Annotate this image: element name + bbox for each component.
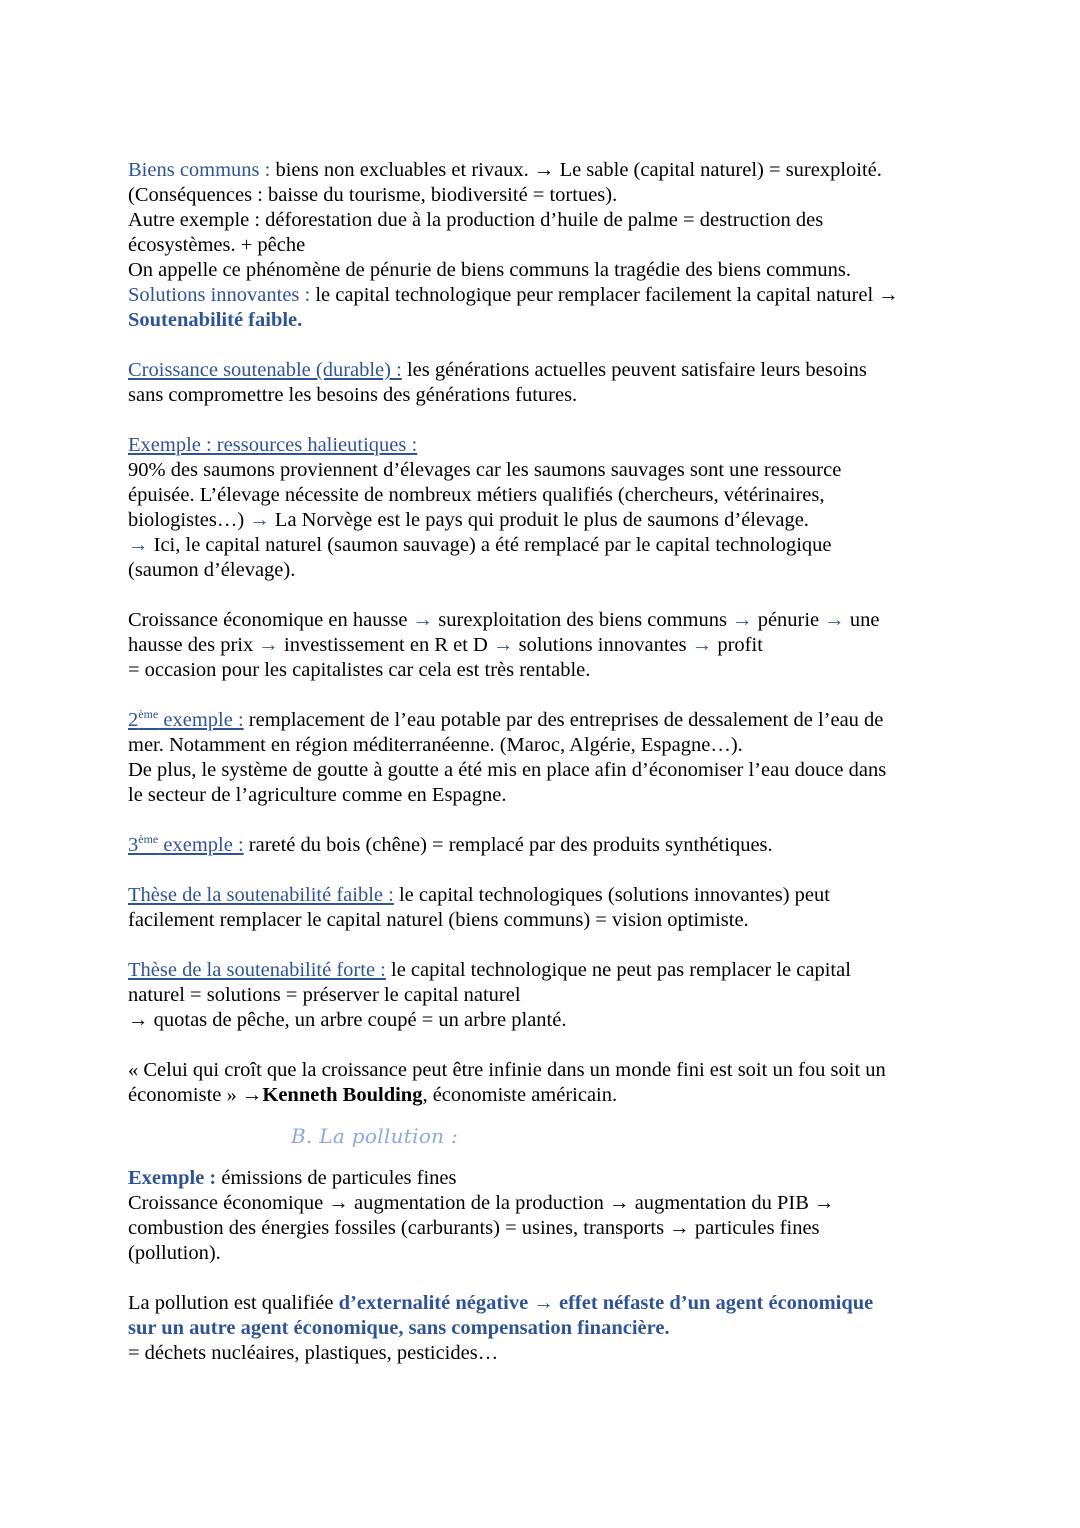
text-line	[128, 508, 948, 533]
arrow-icon: →	[814, 1192, 835, 1214]
label-ressources-halieutiques: Exemple : ressources halieutiques :	[128, 434, 418, 456]
text: Ici, le capital naturel (saumon sauvage) a été remplacé par le capital technologique	[148, 534, 832, 556]
text: le capital technologique peur remplacer facilement la capital naturel	[310, 284, 879, 306]
text: La pollution est qualifiée	[128, 1292, 339, 1314]
paragraph-soutenabilite-faible	[128, 883, 948, 908]
text: surexploitation des biens communs	[433, 609, 733, 631]
text: pénurie	[752, 609, 825, 631]
text: une	[844, 609, 880, 631]
arrow-icon: →	[824, 609, 845, 631]
arrow-icon: →	[533, 1292, 554, 1314]
text: combustion des énergies fossiles (carburants) = usines, transports	[128, 1217, 670, 1239]
quote-line	[128, 1083, 948, 1108]
text-line	[128, 1008, 948, 1033]
label-exemple: Exemple :	[128, 1167, 217, 1189]
text: exemple :	[158, 709, 244, 731]
label-3eme-exemple	[128, 834, 244, 856]
text-line: facilement remplacer le capital naturel (biens communs) = vision optimiste.	[128, 909, 749, 931]
paragraph-solutions-innovantes	[128, 283, 948, 308]
arrow-icon: →	[128, 534, 149, 556]
arrow-icon: →	[609, 1192, 630, 1214]
text-line	[128, 1191, 948, 1216]
label-2eme-exemple	[128, 709, 244, 731]
text: quotas de pêche, un arbre coupé = un arbre planté.	[148, 1009, 567, 1031]
label-soutenabilite-forte: Thèse de la soutenabilité forte :	[128, 959, 386, 981]
arrow-icon: →	[128, 1009, 149, 1031]
paragraph-soutenabilite-forte	[128, 958, 948, 983]
text: 3	[128, 834, 139, 856]
paragraph-externalite	[128, 1291, 948, 1316]
label-croissance-soutenable: Croissance soutenable (durable) :	[128, 359, 402, 381]
soutenabilite-faible-text: Soutenabilité faible.	[128, 309, 303, 331]
text-line: mer. Notamment en région méditerranéenne. (Maroc, Algérie, Espagne…).	[128, 734, 743, 756]
text-line: On appelle ce phénomène de pénurie de biens communs la tragédie des biens communs.	[128, 259, 851, 281]
label-soutenabilite-faible: Thèse de la soutenabilité faible :	[128, 884, 394, 906]
text: La Norvège est le pays qui produit le plus de saumons d’élevage.	[269, 509, 809, 531]
text-line	[128, 633, 948, 658]
text: biologistes…)	[128, 509, 250, 531]
text-line: épuisée. L’élevage nécessite de nombreux métiers qualifiés (chercheurs, vétérinaires,	[128, 484, 825, 506]
text: augmentation de la production	[348, 1192, 610, 1214]
text: les générations actuelles peuvent satisfaire leurs besoins	[401, 359, 867, 381]
definition-text: effet néfaste d’un agent économique	[553, 1292, 874, 1314]
text-line: 90% des saumons proviennent d’élevages car les saumons sauvages sont une ressource	[128, 459, 842, 481]
paragraph-croissance-soutenable	[128, 358, 948, 383]
arrow-icon: →	[691, 634, 713, 656]
text-line: = déchets nucléaires, plastiques, pesticides…	[128, 1342, 499, 1364]
text-line: sans compromettre les besoins des générations futures.	[128, 384, 578, 406]
arrow-icon: →	[241, 1084, 263, 1106]
text: biens non excluables et rivaux.	[270, 159, 534, 181]
section-title-pollution: B. La pollution :	[291, 1124, 459, 1148]
text: exemple :	[158, 834, 244, 856]
text-line: = occasion pour les capitalistes car cela est très rentable.	[128, 659, 591, 681]
arrow-icon: →	[412, 609, 434, 631]
arrow-icon: →	[533, 159, 555, 181]
text-line: (pollution).	[128, 1242, 221, 1264]
text: économiste »	[128, 1084, 242, 1106]
text: remplacement de l’eau potable par des entreprises de dessalement de l’eau de	[243, 709, 884, 731]
text-line	[128, 1216, 948, 1241]
quote-line: « Celui qui croît que la croissance peut être infinie dans un monde fini est soit un fou soit un	[128, 1059, 886, 1081]
text-line: le secteur de l’agriculture comme en Espagne.	[128, 784, 507, 806]
term-externalite-negative: d’externalité négative	[338, 1292, 534, 1314]
text: profit	[712, 634, 763, 656]
label-biens-communs: Biens communs :	[128, 159, 271, 181]
text: hausse des prix	[128, 634, 259, 656]
text: Le sable (capital naturel) = surexploité.	[554, 159, 882, 181]
arrow-icon: →	[878, 284, 899, 306]
text: particules fines	[689, 1217, 820, 1239]
document-body	[128, 158, 948, 1366]
text-line: (saumon d’élevage).	[128, 559, 296, 581]
arrow-icon: →	[669, 1217, 690, 1239]
text: 2	[128, 709, 139, 731]
arrow-icon: →	[258, 634, 279, 656]
arrow-icon: →	[328, 1192, 349, 1214]
text: augmentation du PIB	[629, 1192, 815, 1214]
text: le capital technologique ne peut pas remplacer le capital	[385, 959, 851, 981]
text-line	[128, 608, 948, 633]
quote-author: Kenneth Boulding	[262, 1084, 423, 1106]
text: le capital technologiques (solutions innovantes) peut	[393, 884, 830, 906]
paragraph-exemple-particules	[128, 1166, 948, 1191]
text-line	[128, 533, 948, 558]
paragraph-biens-communs	[128, 158, 948, 183]
text-line: écosystèmes. + pêche	[128, 234, 306, 256]
superscript: ème	[138, 832, 159, 846]
text-line: De plus, le système de goutte à goutte a été mis en place afin d’économiser l’eau douce dans	[128, 759, 887, 781]
text-line: naturel = solutions = préserver le capital naturel	[128, 984, 521, 1006]
arrow-icon: →	[249, 509, 270, 531]
superscript: ème	[138, 707, 159, 721]
paragraph-3eme-exemple	[128, 833, 948, 858]
text: Croissance économique	[128, 1192, 329, 1214]
text: , économiste américain.	[422, 1084, 618, 1106]
label-solutions-innovantes: Solutions innovantes :	[128, 284, 311, 306]
arrow-icon: →	[732, 609, 753, 631]
arrow-icon: →	[492, 634, 514, 656]
paragraph-2eme-exemple	[128, 708, 948, 733]
text: solutions innovantes	[513, 634, 692, 656]
text-line: (Conséquences : baisse du tourisme, biodiversité = tortues).	[128, 184, 618, 206]
text: rareté du bois (chêne) = remplacé par des produits synthétiques.	[243, 834, 773, 856]
definition-text: sur un autre agent économique, sans compensation financière.	[128, 1317, 670, 1339]
text-line: Autre exemple : déforestation due à la production d’huile de palme = destruction des	[128, 209, 824, 231]
text: Croissance économique en hausse	[128, 609, 413, 631]
text: investissement en R et D	[278, 634, 493, 656]
text: émissions de particules fines	[216, 1167, 457, 1189]
